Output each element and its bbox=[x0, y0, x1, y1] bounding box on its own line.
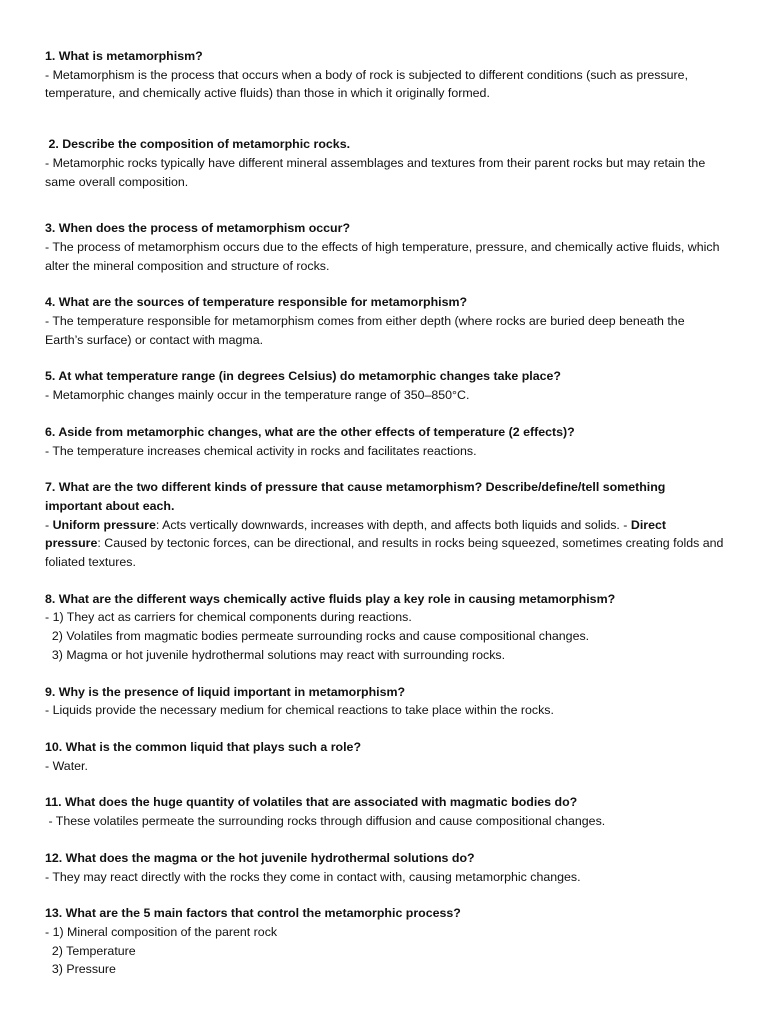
answer-8-line-1: - 1) They act as carriers for chemical components during reactions. bbox=[45, 610, 412, 625]
question-12: 12. What does the magma or the hot juvenile hydrothermal solutions do? bbox=[45, 850, 475, 865]
answer-7 bbox=[45, 516, 724, 572]
question-1: 1. What is metamorphism? bbox=[45, 49, 203, 63]
qa-item-13 bbox=[45, 904, 724, 979]
answer-13-line-1: - 1) Mineral composition of the parent rock bbox=[45, 924, 278, 939]
question-11: 11. What does the huge quantity of volatiles that are associated with magmatic bodies do? bbox=[45, 795, 578, 810]
qa-item-1 bbox=[45, 47, 724, 103]
qa-item-5 bbox=[45, 367, 724, 404]
question-10: 10. What is the common liquid that plays such a role? bbox=[45, 739, 362, 754]
qa-item-8 bbox=[45, 590, 724, 665]
question-8: 8. What are the different ways chemically active fluids play a key role in causing metamorphism? bbox=[45, 591, 616, 606]
question-7: 7. What are the two different kinds of pressure that cause metamorphism? Describe/define/tell something important about each. bbox=[45, 480, 666, 513]
qa-item-4 bbox=[45, 293, 724, 349]
question-4: 4. What are the sources of temperature responsible for metamorphism? bbox=[45, 295, 468, 310]
qa-item-3 bbox=[45, 219, 724, 275]
answer-7-prefix: - bbox=[45, 517, 53, 532]
answer-3: - The process of metamorphism occurs due to the effects of high temperature, pressure, and chemically active fluids, which alter the mineral composition and structure of rocks. bbox=[45, 239, 720, 273]
question-6: 6. Aside from metamorphic changes, what are the other effects of temperature (2 effects)? bbox=[45, 424, 575, 439]
answer-7-text-1: : Acts vertically downwards, increases with depth, and affects both liquids and solids. - bbox=[155, 517, 631, 532]
question-5: 5. At what temperature range (in degrees Celsius) do metamorphic changes take place? bbox=[45, 369, 561, 384]
answer-8-line-2: 2) Volatiles from magmatic bodies permeate surrounding rocks and cause compositional changes. bbox=[45, 629, 590, 644]
answer-2: - Metamorphic rocks typically have different mineral assemblages and textures from their parent rocks but may retain the same overall composition. bbox=[45, 155, 706, 189]
qa-item-10 bbox=[45, 738, 724, 775]
qa-item-7 bbox=[45, 478, 724, 572]
qa-item-9 bbox=[45, 683, 724, 720]
answer-1: - Metamorphism is the process that occurs when a body of rock is subjected to different conditions (such as pressure, temperature, and chemically active fluids) than those in which it originally formed. bbox=[45, 67, 689, 101]
answer-7-text-2: : Caused by tectonic forces, can be directional, and results in rocks being squeezed, sometimes creating folds and foliated textures. bbox=[45, 536, 724, 570]
question-3: 3. When does the process of metamorphism occur? bbox=[45, 221, 351, 236]
answer-13-line-3: 3) Pressure bbox=[45, 962, 116, 977]
answer-10: - Water. bbox=[45, 758, 88, 773]
answer-13-line-2: 2) Temperature bbox=[45, 943, 136, 958]
qa-item-12 bbox=[45, 849, 724, 886]
question-2: 2. Describe the composition of metamorphic rocks. bbox=[45, 137, 351, 152]
qa-item-2 bbox=[45, 135, 724, 191]
qa-item-11 bbox=[45, 793, 724, 830]
question-13: 13. What are the 5 main factors that control the metamorphic process? bbox=[45, 906, 461, 921]
qa-item-6 bbox=[45, 423, 724, 460]
question-9: 9. Why is the presence of liquid important in metamorphism? bbox=[45, 684, 406, 699]
answer-5: - Metamorphic changes mainly occur in the temperature range of 350–850°C. bbox=[45, 388, 470, 403]
answer-12: - They may react directly with the rocks they come in contact with, causing metamorphic changes. bbox=[45, 869, 581, 884]
answer-4: - The temperature responsible for metamorphism comes from either depth (where rocks are buried deep beneath the Earth’s surface) or contact with magma. bbox=[45, 314, 685, 347]
answer-11: - These volatiles permeate the surrounding rocks through diffusion and cause compositional changes. bbox=[45, 814, 606, 829]
answer-6: - The temperature increases chemical activity in rocks and facilitates reactions. bbox=[45, 443, 477, 458]
term-uniform-pressure: Uniform pressure bbox=[52, 517, 156, 532]
answer-8-line-3: 3) Magma or hot juvenile hydrothermal solutions may react with surrounding rocks. bbox=[45, 647, 506, 662]
term-direct-pressure: Direct pressure bbox=[45, 517, 666, 551]
answer-9: - Liquids provide the necessary medium for chemical reactions to take place within the rocks. bbox=[45, 703, 554, 718]
